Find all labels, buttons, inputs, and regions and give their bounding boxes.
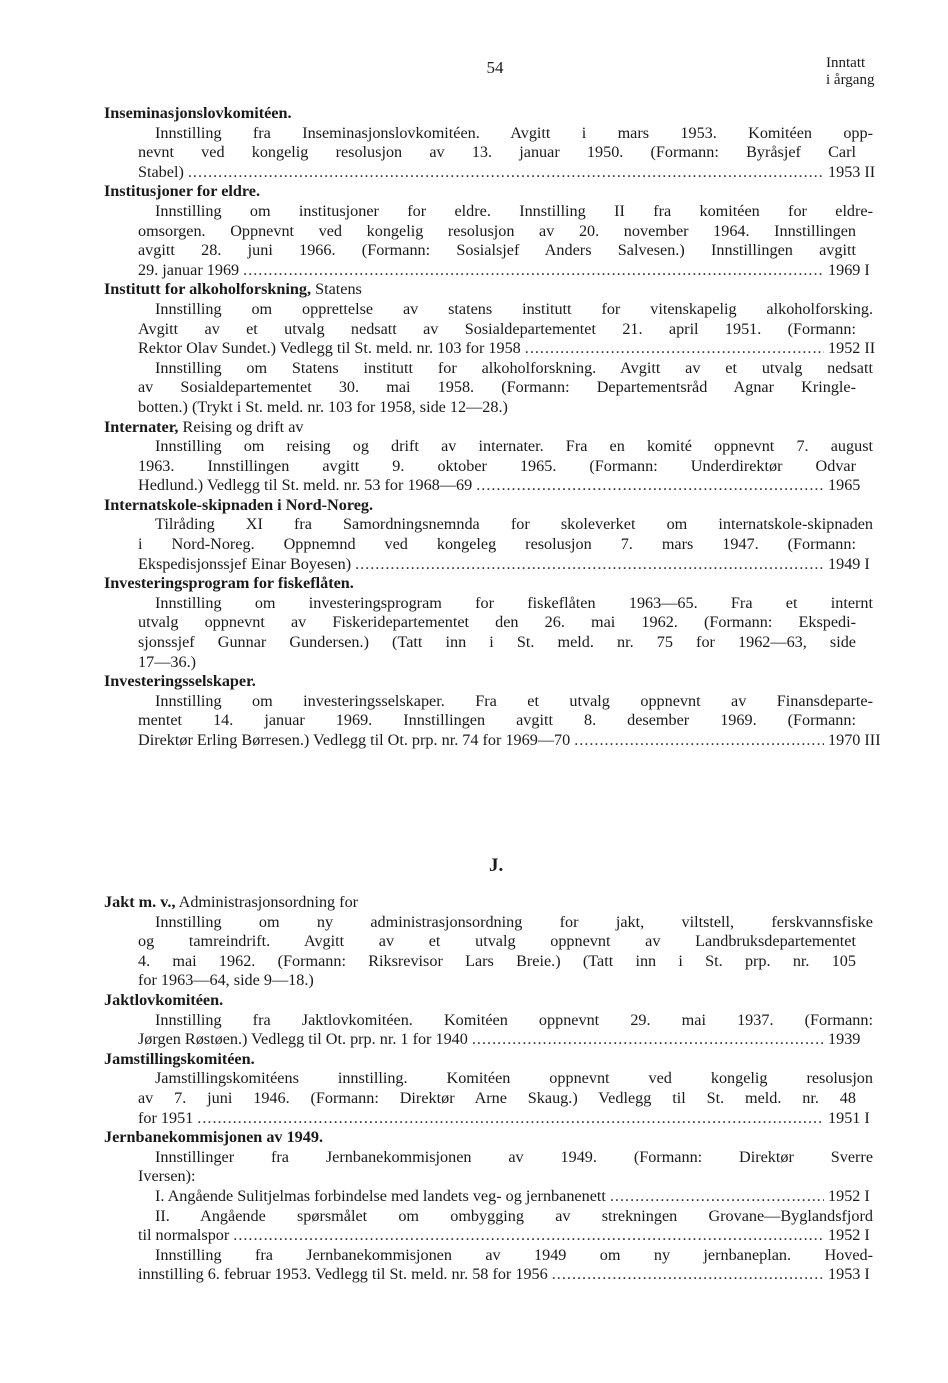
entry-heading-subtitle: Statens [311,280,362,299]
entry-text: II. Angående spørsmålet om ombygging av strekningen Grovane—Byglandsfjord [155,1206,873,1225]
entry-text: Rektor Olav Sundet.) Vedlegg til St. meld. nr. 103 for 1958 [138,339,521,358]
entry-line [104,932,856,952]
entry-line [104,359,873,379]
entry-heading [104,1128,886,1148]
entry-text: Ekspedisjonssjef Einar Boyesen) [138,554,352,573]
volume-reference: 1939 [828,1030,861,1049]
entry-text: I. Angående Sulitjelmas forbindelse med landets veg- og jernbanenett [155,1186,606,1205]
entry-line [104,1207,873,1227]
entry-heading-title: Jaktlovkomitéen. [104,990,224,1009]
entry-line [104,1030,886,1050]
entry-text: Tilråding XI fra Samordningsnemnda for skoleverket om internatskole-skipnaden [155,515,873,534]
entry-text: avgitt 28. juni 1966. (Formann: Sosialsjef Anders Salvesen.) Innstillingen avgitt [138,241,856,260]
entry-text: Innstilling om opprettelse av statens institutt for vitenskapelig alkoholforsking. [155,299,873,318]
entry-line [104,476,886,496]
entry-line [104,1109,886,1129]
entry-line [104,437,873,457]
entry-line [104,952,856,972]
section-letter: J. [489,855,504,876]
entry-heading [104,182,886,202]
entry-line [104,143,856,163]
entry-line [104,241,856,261]
entry-text: Innstilling om ny administrasjonsordning for jakt, viltstell, ferskvannsfiske [155,912,873,931]
entry-text: 17—36.) [138,652,196,671]
entry-heading-title: Inseminasjonslovkomitéen. [104,104,292,122]
entry-text: Jørgen Røstøen.) Vedlegg til Ot. prp. nr. 1 for 1940 [138,1030,468,1049]
entry-line [104,378,856,398]
entry-heading [104,574,886,594]
entry-heading [104,1050,886,1070]
entry-text: for 1951 [138,1108,194,1127]
entry-heading [104,672,886,692]
entry-text: Stabel) [138,162,184,181]
entry-line [104,163,886,183]
entry-line [104,1011,873,1031]
entry-heading-title: Internatskole-skipnaden i Nord-Noreg. [104,495,374,514]
entry-line [104,1265,886,1285]
entry-heading [104,893,886,913]
leader-dots [552,1265,824,1285]
volume-reference: 1949 I [828,554,870,573]
entry-text: omsorgen. Oppnevnt ved kongelig resolusjon av 20. november 1964. Innstillingen [138,221,856,240]
entry-text: og tamreindrift. Avgitt av et utvalg oppnevnt av Landbruksdepartementet [138,932,856,951]
leader-dots [472,1030,824,1050]
entry-text: Innstilling om Statens institutt for alkoholforskning. Avgitt av et utvalg nedsatt [155,358,873,377]
volume-reference: 1953 II [828,162,876,181]
entry-heading-title: Internater, [104,417,179,436]
entry-line [104,913,873,933]
entry-heading [104,104,886,124]
entry-text: innstilling 6. februar 1953. Vedlegg til St. meld. nr. 58 for 1956 [138,1265,548,1284]
page-number: 54 [486,58,504,77]
entry-text: mentet 14. januar 1969. Innstillingen avgitt 8. desember 1969. (Formann: [138,711,856,730]
entry-text: botten.) (Trykt i St. meld. nr. 103 for 1958, side 12—28.) [138,397,508,416]
entry-line [104,515,873,535]
leader-dots [610,1187,824,1207]
leader-dots [243,261,824,281]
leader-dots [355,555,824,575]
entry-line [104,1246,873,1266]
index-section-j [104,893,886,1285]
entry-text: Innstillinger fra Jernbanekommisjonen av 1949. (Formann: Direktør Sverre [155,1147,873,1166]
entry-line [104,1167,886,1187]
entry-heading-title: Institutt for alkoholforskning, [104,280,312,299]
entry-text: Iversen): [138,1167,196,1186]
volume-reference: 1952 I [828,1226,870,1245]
entry-text: Innstilling fra Jaktlovkomitéen. Komitéen oppnevnt 29. mai 1937. (Formann: [155,1010,873,1029]
leader-dots [476,476,824,496]
entry-heading-subtitle: Reising og drift av [178,417,304,436]
entry-text: utvalg oppnevnt av Fiskeridepartementet den 26. mai 1962. (Formann: Ekspedi- [138,613,856,632]
entry-heading-subtitle: Administrasjonsordning for [175,893,359,911]
entry-heading [104,418,886,438]
volume-reference: 1970 III [828,731,881,749]
entry-line [104,711,856,731]
entry-line [104,222,856,242]
leader-dots [574,731,824,751]
volume-reference: 1951 I [828,1108,870,1127]
entry-line [104,613,856,633]
entry-text: Innstilling om institusjoner for eldre. Innstilling II fra komitéen for eldre- [155,201,873,220]
entry-text: til normalspor [138,1226,230,1245]
entry-line [104,457,856,477]
entry-text: Hedlund.) Vedlegg til St. meld. nr. 53 for 1968—69 [138,476,473,495]
entry-line [104,535,856,555]
entry-text: 4. mai 1962. (Formann: Riksrevisor Lars Breie.) (Tatt inn i St. prp. nr. 105 [138,951,856,970]
entry-heading [104,991,886,1011]
entry-heading-title: Investeringsselskaper. [104,672,256,691]
entry-line [104,1187,886,1207]
entry-line [104,1226,886,1246]
entry-text: Direktør Erling Børresen.) Vedlegg til Ot. prp. nr. 74 for 1969—70 [138,731,571,749]
leader-dots [197,1109,824,1129]
entry-text: Avgitt av et utvalg nedsatt av Sosialdepartementet 21. april 1951. (Formann: [138,319,856,338]
volume-reference: 1953 I [828,1265,870,1284]
entry-text: av Sosialdepartementet 30. mai 1958. (Formann: Departementsråd Agnar Kringle- [138,378,856,397]
volume-reference: 1952 I [828,1186,870,1205]
entry-text: Innstilling om investeringsselskaper. Fra et utvalg oppnevnt av Finansdeparte- [155,691,873,710]
entry-line [104,555,886,575]
entry-line [104,261,886,281]
column-heading: Inntatt i årgang [826,55,875,88]
entry-text: Innstilling om investeringsprogram for fiskeflåten 1963—65. Fra et internt [155,593,873,612]
volume-reference: 1965 [828,476,861,495]
entry-text: 29. januar 1969 [138,260,240,279]
entry-line [104,1069,873,1089]
entry-text: av 7. juni 1946. (Formann: Direktør Arne Skaug.) Vedlegg til St. meld. nr. 48 [138,1088,856,1107]
entry-text: Innstilling fra Inseminasjonslovkomitéen. Avgitt i mars 1953. Komitéen opp- [155,123,873,142]
entry-line [104,339,886,359]
volume-reference: 1952 II [828,339,876,358]
entry-line [104,202,873,222]
entry-line [104,1089,856,1109]
entry-line [104,692,873,712]
entry-line [104,320,856,340]
entry-text: for 1963—64, side 9—18.) [138,971,314,990]
entry-line [104,124,873,144]
entry-text: 1963. Innstillingen avgitt 9. oktober 1965. (Formann: Underdirektør Odvar [138,456,856,475]
entry-heading [104,280,886,300]
entry-text: nevnt ved kongelig resolusjon av 13. januar 1950. (Formann: Byråsjef Carl [138,143,856,162]
leader-dots [525,339,824,359]
index-section-i [104,104,886,751]
entry-heading-title: Institusjoner for eldre. [104,182,261,201]
entry-text: Innstilling fra Jernbanekommisjonen av 1949 om ny jernbaneplan. Hoved- [155,1245,873,1264]
entry-text: Jamstillingskomitéens innstilling. Komitéen oppnevnt ved kongelig resolusjon [155,1069,873,1088]
entry-text: Innstilling om reising og drift av internater. Fra en komité oppnevnt 7. august [155,437,873,456]
entry-heading-title: Jernbanekommisjonen av 1949. [104,1128,323,1147]
entry-line [104,971,886,991]
entry-text: sjonssjef Gunnar Gundersen.) (Tatt inn i St. meld. nr. 75 for 1962—63, side [138,633,856,652]
entry-line [104,1148,873,1168]
entry-line [104,398,886,418]
leader-dots [233,1226,824,1246]
entry-line [104,594,873,614]
volume-reference: 1969 I [828,260,870,279]
entry-line [104,653,886,673]
entry-heading-title: Investeringsprogram for fiskeflåten. [104,574,354,593]
entry-heading [104,496,886,516]
entry-line [104,633,856,653]
leader-dots [188,163,824,183]
entry-heading-title: Jamstillingskomitéen. [104,1049,255,1068]
entry-text: i Nord-Noreg. Oppnemnd ved kongeleg resolusjon 7. mars 1947. (Formann: [138,535,856,554]
entry-line [104,300,873,320]
entry-heading-title: Jakt m. v., [104,893,176,911]
entry-line [104,731,886,751]
